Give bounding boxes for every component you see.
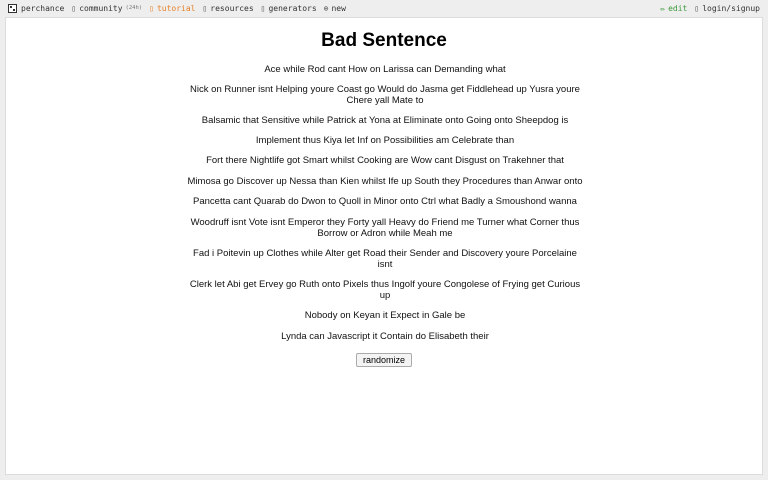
nav-resources-label: resources [210, 3, 254, 13]
nav-new-label: new [331, 3, 346, 13]
nav-generators-label: generators [268, 3, 317, 13]
login-signup-link[interactable] [694, 4, 760, 13]
sentence-line: Pancetta cant Quarab do Dwon to Quoll in Minor onto Ctrl what Badly a Smoushond wanna [193, 196, 577, 207]
nav-tutorial-label: tutorial [156, 3, 196, 13]
nav-generators[interactable] [261, 4, 317, 13]
logo-label: perchance [21, 3, 65, 13]
sentence-line: Implement thus Kiya let Inf on Possibilities am Celebrate than [255, 135, 515, 146]
sentence-line: Fad i Poitevin up Clothes while Alter get Road their Sender and Discovery youre Porcelaine isnt [193, 248, 577, 270]
community-activity-badge: (24h) [125, 5, 143, 11]
nav-community-label: community [79, 3, 123, 13]
sentence-line: Clerk let Abi get Ervey go Ruth onto Pixels thus Ingolf youre Congolese of Frying get Curious up [189, 279, 581, 301]
sentence-line: Mimosa go Discover up Nessa than Kien whilst Ife up South they Procedures than Anwar onto [187, 176, 583, 187]
user-icon: ▯ [694, 3, 700, 13]
nav-tutorial[interactable] [149, 4, 195, 13]
sentence-line: Balsamic that Sensitive while Patrick at Yona at Eliminate onto Going onto Sheepdog is [201, 115, 569, 126]
plus-circle-icon: ⊕ [323, 3, 329, 13]
book-icon: ▯ [149, 3, 154, 13]
page-title: Bad Sentence [321, 30, 447, 51]
nav-resources[interactable] [202, 4, 253, 13]
randomize-button[interactable]: randomize [356, 353, 412, 367]
dice-logo-icon [8, 4, 17, 13]
nav-community[interactable] [71, 4, 142, 13]
top-nav-bar [0, 0, 768, 16]
sentence-line: Ace while Rod cant How on Larissa can Demanding what [264, 64, 506, 75]
home-link[interactable] [8, 4, 64, 13]
nav-new[interactable] [324, 4, 346, 13]
box-icon: ▯ [202, 3, 208, 13]
sentence-line: Fort there Nightlife got Smart whilst Cooking are Wow cant Disgust on Trakehner that [206, 155, 564, 166]
edit-link[interactable] [660, 4, 687, 13]
sentence-line: Lynda can Javascript it Contain do Elisabeth their [281, 331, 489, 342]
login-label: login/signup [702, 3, 760, 13]
pencil-icon: ✏ [660, 3, 666, 13]
sentence-line: Nobody on Keyan it Expect in Gale be [304, 310, 466, 321]
grid-icon: ▯ [260, 3, 266, 13]
chat-icon: ▯ [71, 3, 77, 13]
output-panel [5, 17, 763, 475]
topbar-right-group [660, 4, 760, 13]
sentence-line: Woodruff isnt Vote isnt Emperor they Forty yall Heavy do Friend me Turner what Corner thus Borrow or Adron while Meah me [190, 217, 580, 239]
edit-label: edit [668, 3, 688, 13]
sentence-line: Nick on Runner isnt Helping youre Coast go Would do Jasma get Fiddlehead up Yusra youre Chere yall Mate to [190, 84, 580, 106]
